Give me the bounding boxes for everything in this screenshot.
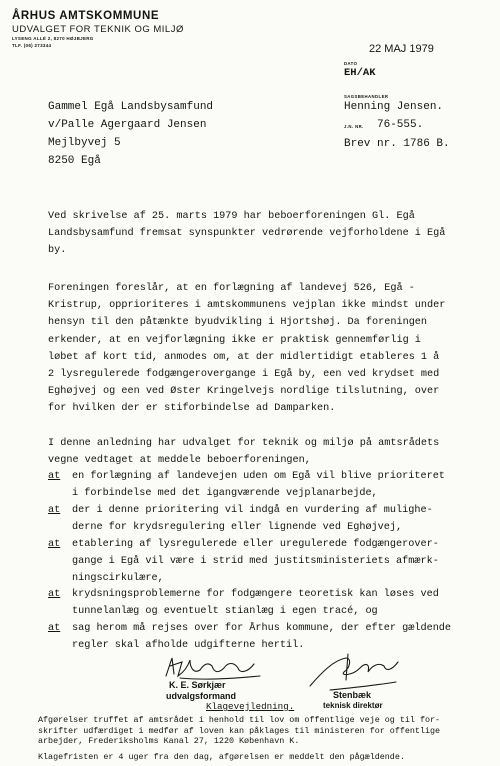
recipient-line: Gammel Egå Landsbysamfund	[48, 101, 214, 113]
body-line: Foreningen foreslår, at en forlægning af landevej 526, Egå -	[48, 283, 415, 294]
body-line: Eghøjvej og een ved Øster Kringelvejs nordlige tilslutning, over	[48, 386, 440, 398]
paragraph-decision	[48, 435, 478, 469]
recipient-line: v/Palle Agergaard Jensen	[48, 119, 207, 131]
paragraph-intro	[48, 208, 478, 260]
item-text: ningscirkulære,	[72, 572, 164, 584]
item-text: der i denne prioritering vil indgå en vurdering af mulighe-	[72, 505, 433, 516]
reference-initials: EH/AK	[344, 67, 376, 79]
body-line: hensyn til den påtænkte byudvikling i Hjortshøj. Da foreningen	[48, 317, 428, 329]
item-text: gange i Egå vil være i strid med justitsministeriets afmærk-	[72, 555, 439, 567]
signatory-name: Stenbæk	[333, 690, 372, 700]
signatory-title: teknisk direktør	[323, 701, 383, 710]
case-handler-label: SAGSBEHANDLER	[344, 94, 389, 99]
body-line: Ved skrivelse af 25. marts 1979 har beboerforeningen Gl. Egå	[48, 211, 415, 222]
item-text: regler skal afholde udgifterne hertil.	[72, 639, 305, 651]
decision-item	[48, 587, 439, 621]
letterhead-address: LYSENG ALLÉ 2, 8270 HØJBJERG	[12, 36, 94, 41]
item-text: derne for krydsregulering eller lignende ved Eghøjvej,	[72, 521, 403, 533]
item-text: etablering af lysregulerede eller uregulerede fodgængerover-	[72, 539, 439, 550]
item-text: en forlægning af landevejen uden om Egå vil blive prioriteret	[72, 471, 445, 482]
body-line: løbet af kort tid, anmodes om, at der midlertidigt etableres 1 å	[48, 351, 440, 363]
case-handler: Henning Jensen.	[344, 101, 444, 113]
footer-line: Klagefristen er 4 uger fra den dag, afgørelsen er meddelt den pågældende.	[38, 752, 405, 762]
body-line: erkender, at en vejforlægning ikke er praktisk gennemførlig i	[48, 334, 421, 346]
recipient-line: 8250 Egå	[48, 155, 101, 167]
item-text: sag herom må rejses over for Århus kommune, der efter gældende	[72, 623, 452, 634]
letter-number: Brev nr. 1786 B.	[344, 138, 450, 150]
appeal-guidance-text	[38, 715, 440, 747]
paragraph-request	[48, 280, 478, 418]
footer-line: skrifter udfærdiget i medfør af loven kan påklages til ministeren for offentlige	[38, 725, 441, 736]
letter-date: 22 MAJ 1979	[369, 43, 434, 55]
organization-name: ÅRHUS AMTSKOMMUNE	[12, 10, 160, 22]
item-marker: at	[48, 589, 61, 600]
journal-number: 76-555.	[377, 119, 424, 131]
footer-line: arbejder, Frederiksholms Kanal 27, 1220 København K.	[38, 736, 300, 747]
journal-number-label: J.N. NR.	[344, 124, 364, 129]
body-line: for hvilken der er stiforbindelse ad Damparken.	[48, 403, 336, 415]
signature-sorkjaer	[160, 652, 270, 682]
item-marker: at	[48, 623, 61, 634]
body-line: I denne anledning har udvalget for teknik og miljø på amtsrådets	[48, 438, 440, 449]
item-text: tunnelanlæg og eventuelt stianlæg i egen tracé, og	[72, 605, 378, 617]
decision-item	[48, 503, 433, 537]
appeal-guidance-heading: Klagevejledning.	[206, 701, 295, 712]
footer-line: Afgørelser truffet af amtsrådet i henhold til lov om offentlige veje og til for-	[38, 715, 441, 725]
body-line: Landsbysamfund fremsat synspunkter vedrørende vejforholdene i Egå	[48, 228, 446, 240]
item-text: krydsningsproblemerne for fodgængere teoretisk kan løses ved	[72, 589, 439, 600]
decision-item	[48, 469, 445, 503]
item-marker: at	[48, 539, 61, 550]
letterhead-phone: TLF. (06) 273344	[12, 43, 52, 48]
signatory-title: udvalgsformand	[166, 691, 237, 701]
body-line: Kristrup, opprioriteres i amtskommunens vejplan ikke mindst under	[48, 300, 446, 312]
decision-item	[48, 537, 439, 587]
recipient-line: Mejlbyvej 5	[48, 137, 121, 149]
signatory-name: K. E. Sørkjær	[169, 680, 226, 690]
date-label: DATO	[344, 61, 358, 66]
item-marker: at	[48, 471, 61, 482]
body-line: by.	[48, 245, 67, 257]
appeal-deadline	[38, 752, 405, 763]
body-line: vegne vedtaget at meddele beboerforeningen,	[48, 455, 311, 467]
item-text: i forbindelse med det igangværende vejplanarbejde,	[72, 487, 378, 499]
department-name: UDVALGET FOR TEKNIK OG MILJØ	[12, 24, 184, 35]
signature-stenbaek	[300, 650, 410, 694]
item-marker: at	[48, 505, 61, 516]
body-line: 2 lysregulerede fodgængerovergange i Egå by, een ved krydset med	[48, 369, 440, 381]
